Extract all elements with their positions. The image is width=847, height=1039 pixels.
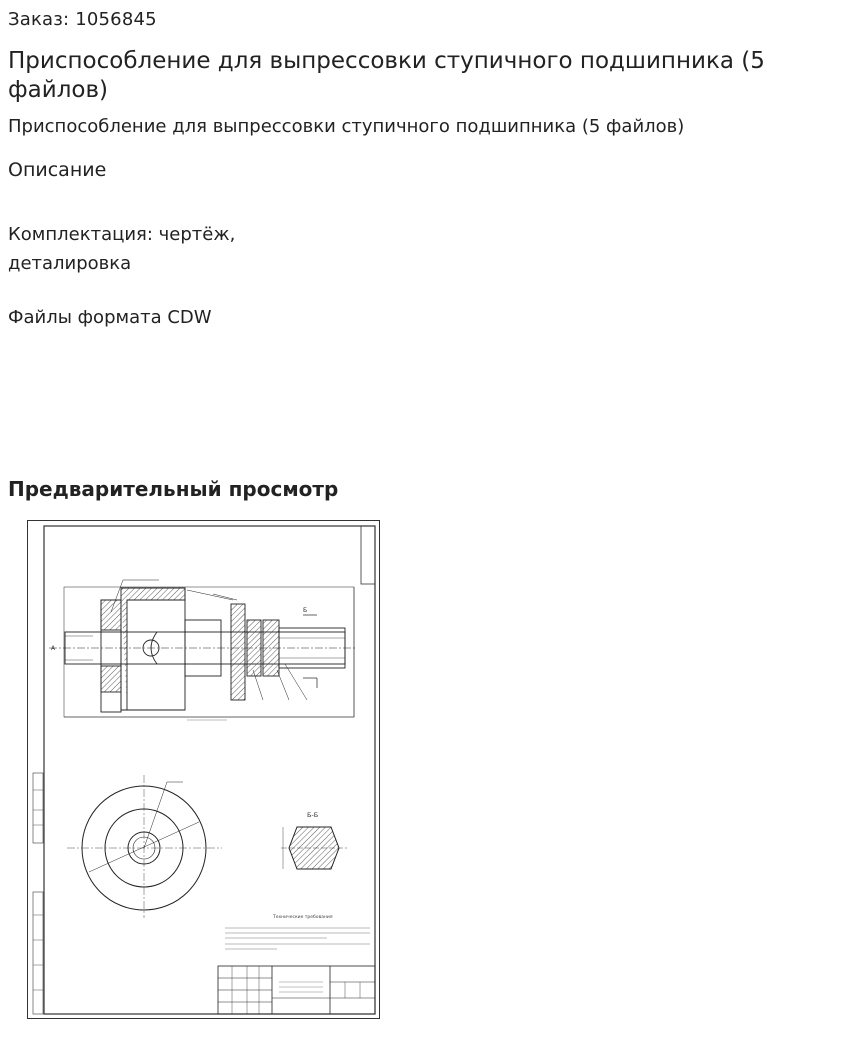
order-number: Заказ: 1056845 xyxy=(8,9,157,30)
description-heading: Описание xyxy=(8,159,107,181)
technical-drawing xyxy=(27,520,380,1019)
tech-requirements-title: Технические требования xyxy=(273,915,333,920)
marker-b-label: Б xyxy=(303,607,308,614)
file-format-text: Файлы формата CDW xyxy=(8,307,212,328)
page-title: Приспособление для выпрессовки ступичного подшипника (5 файлов) xyxy=(8,48,765,103)
drawing-preview-image[interactable] xyxy=(27,520,380,1019)
section-label: Б-Б xyxy=(307,811,319,819)
completeness-line-1: Комплектация: чертёж, xyxy=(8,224,236,245)
completeness-text xyxy=(8,220,268,278)
completeness-line-2: деталировка xyxy=(8,253,132,274)
page-subtitle: Приспособление для выпрессовки ступичного подшипника (5 файлов) xyxy=(8,116,685,137)
marker-a-label: А xyxy=(51,645,56,652)
preview-heading: Предварительный просмотр xyxy=(8,477,339,501)
